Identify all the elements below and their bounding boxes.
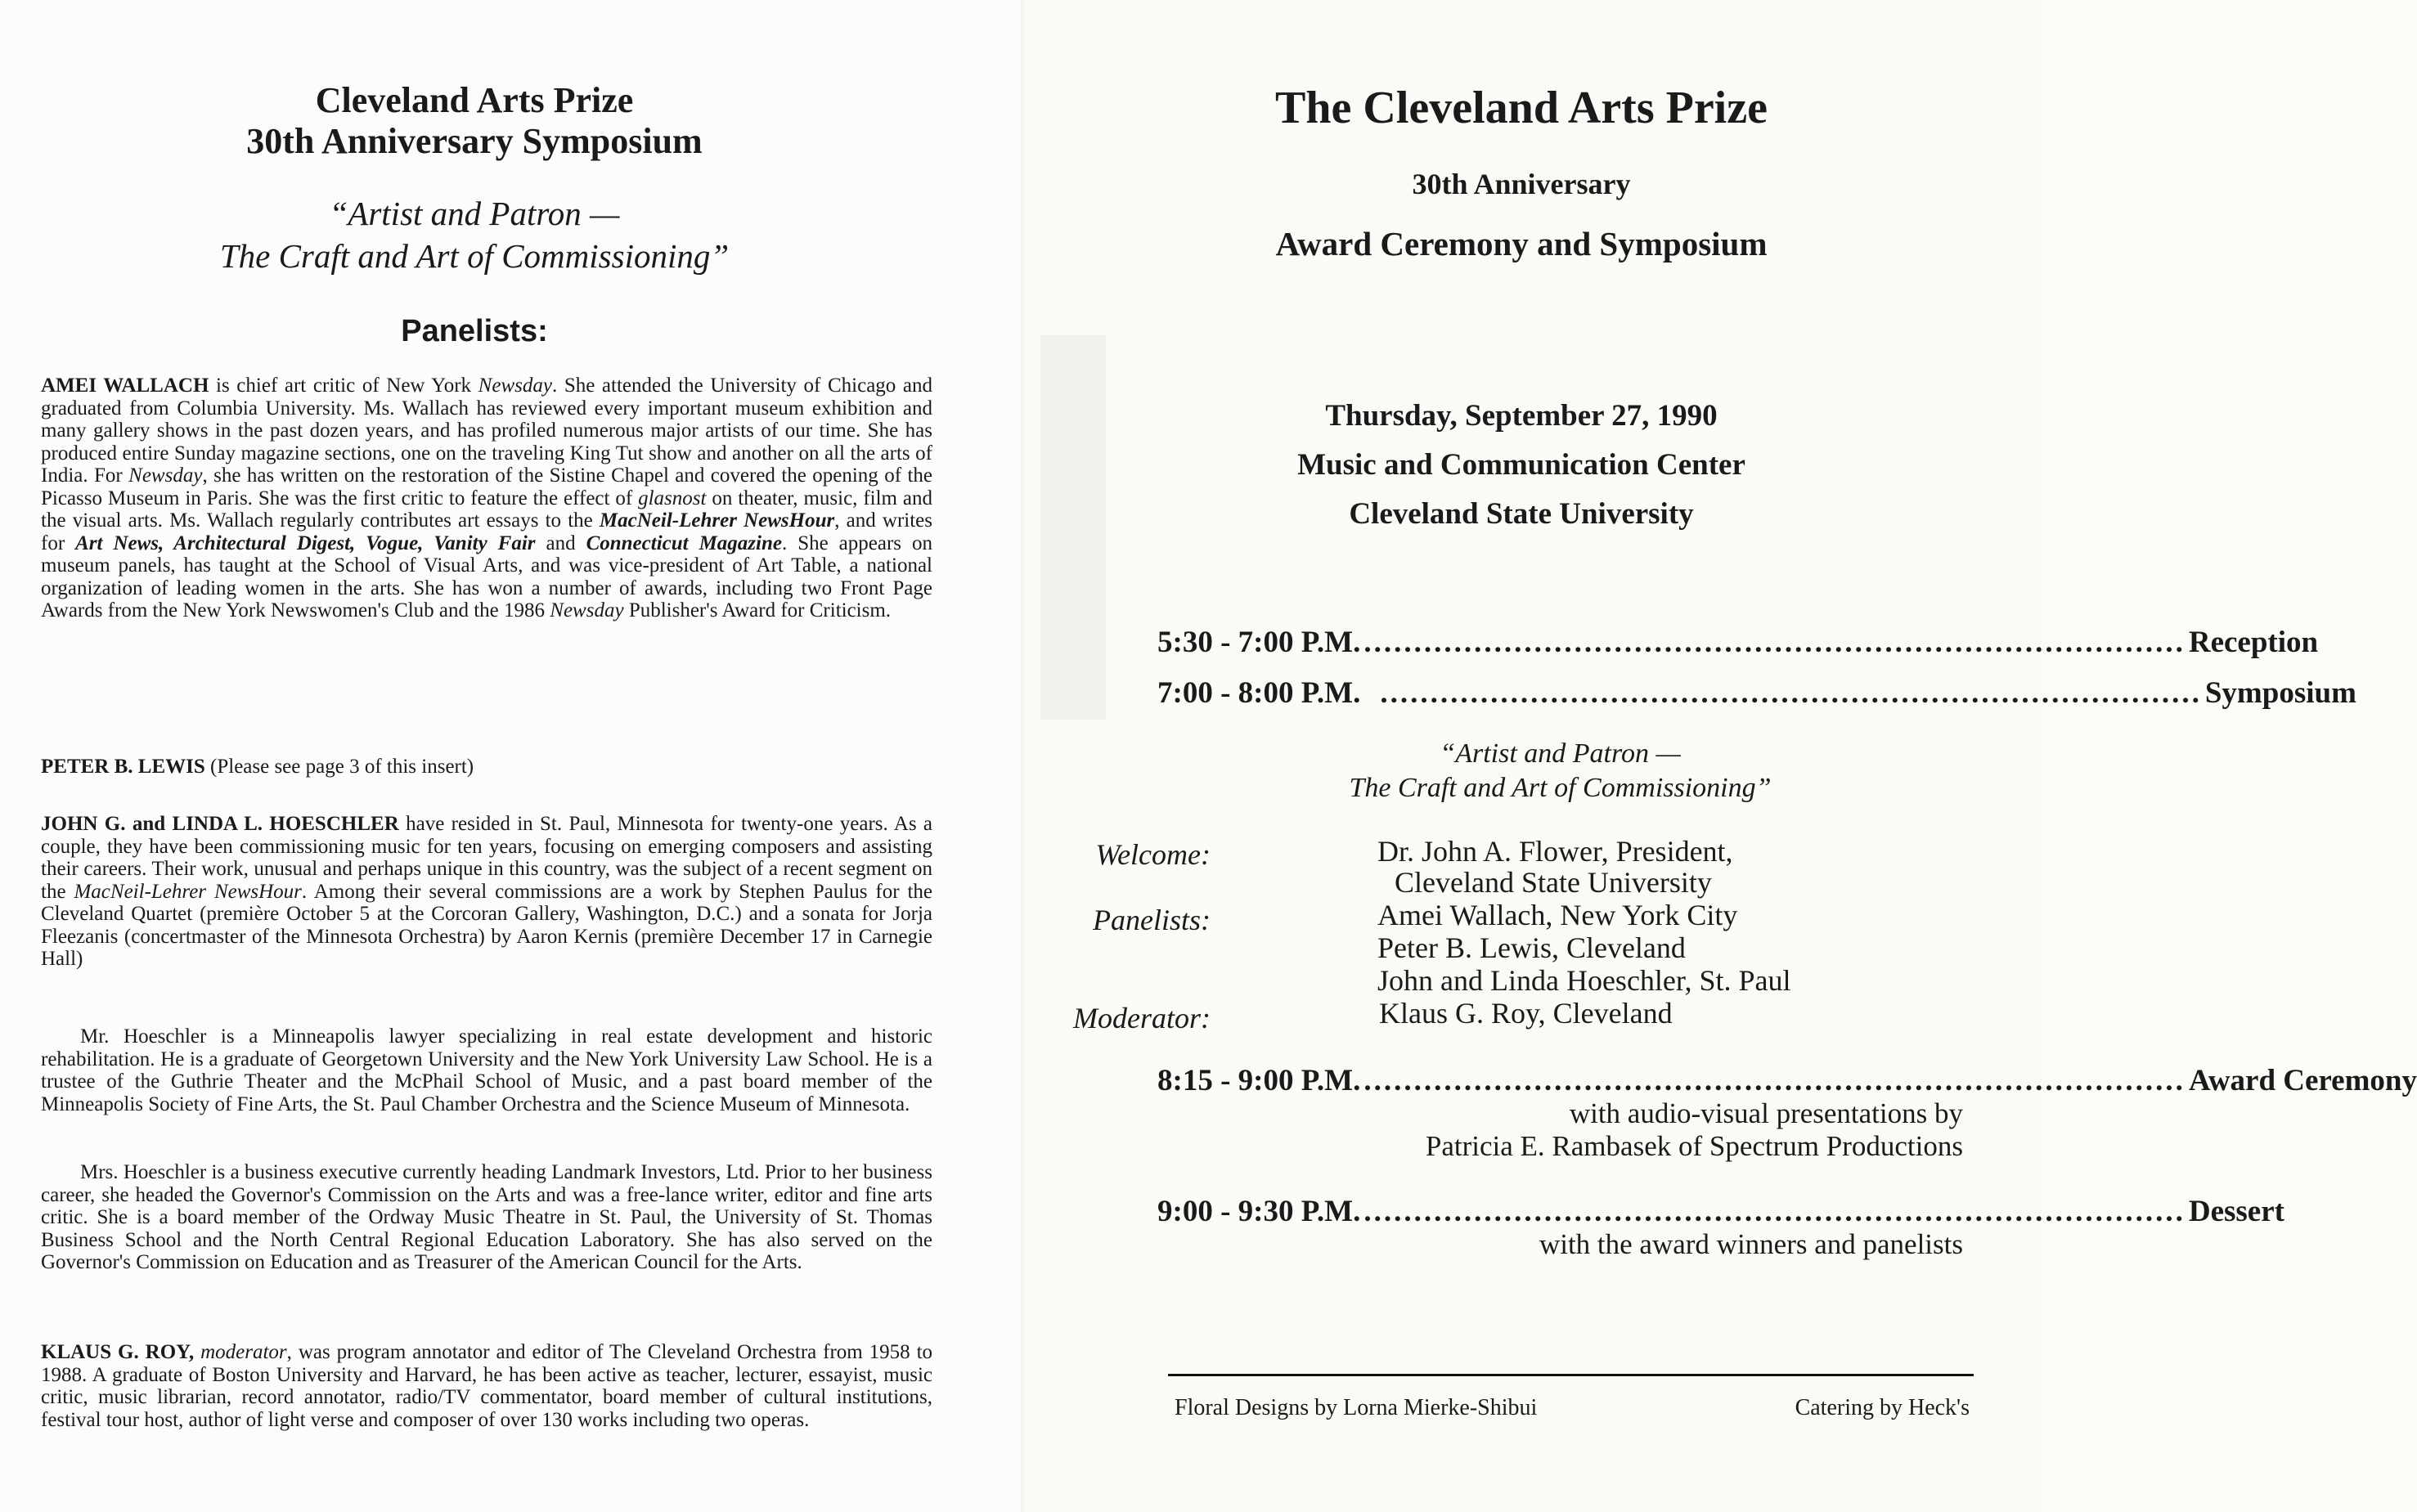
right-theme-line2: The Craft and Art of Commissioning”: [1349, 773, 1772, 803]
schedule-row-dessert: 9:00 - 9:30 P.M. .................................................................................. Dessert: [1157, 1195, 2284, 1228]
bio-lewis: PETER B. LEWIS (Please see page 3 of this insert): [41, 756, 474, 778]
left-title-line2: 30th Anniversary Symposium: [246, 121, 703, 161]
left-title-line1: Cleveland Arts Prize: [315, 80, 634, 120]
panelists-label: Panelists:: [1093, 904, 1211, 936]
welcome-line2: Cleveland State University: [1395, 866, 1712, 899]
bio-roy: KLAUS G. ROY, moderator, was program annotator and editor of The Cleveland Orchestra from 1958 to 1988. A graduate of Boston University and Harvard, he has been active as teacher, lecturer, essayist, music critic, music librarian, record annotator, radio/TV commentator, board member of cultural institutions, festival tour host, author of light verse and composer of over 130 works including two operas.: [41, 1341, 933, 1431]
welcome-label: Welcome:: [1095, 838, 1211, 871]
bio-lewis-name: PETER B. LEWIS: [41, 756, 205, 778]
panelist-2: Peter B. Lewis, Cleveland: [1377, 931, 1686, 964]
event-venue: Music and Communication Center: [1297, 448, 1745, 482]
event-university: Cleveland State University: [1349, 497, 1694, 531]
schedule-row-reception: 5:30 - 7:00 P.M. .................................................................................. Reception: [1157, 626, 2319, 659]
left-theme-line2: The Craft and Art of Commissioning”: [219, 237, 730, 275]
award-note-line2: Patricia E. Rambasek of Spectrum Productions: [1425, 1130, 1963, 1162]
anniversary-label: 30th Anniversary: [1412, 168, 1631, 200]
right-title: The Cleveland Arts Prize: [1275, 83, 1768, 133]
bio-hoeschler-p2: Mr. Hoeschler is a Minneapolis lawyer specializing in real estate development and historic rehabilitation. He is a graduate of Georgetown University and the New York University Law School. He is a trustee of the Guthrie Theater and the McPhail School of Music, and a past board member of the Minneapolis Society of Fine Arts, the St. Paul Chamber Orchestra and the Science Museum of Minnesota.: [41, 1025, 932, 1115]
bio-hoeschler-p3: Mrs. Hoeschler is a business executive currently heading Landmark Investors, Ltd. Prior to her business career, she headed the Governor's Commission on the Arts and was a free-lance writer, editor and fine arts critic. She is a board member of the Ordway Music Theatre in St. Paul, the University of St. Thomas Business School and the North Central Regional Education Laboratory. She has also served on the Governor's Commission on Education and as Treasurer of the American Council for the Arts.: [41, 1161, 932, 1273]
schedule-row-award: 8:15 - 9:00 P.M. .................................................................................. Award Ceremony: [1157, 1064, 2417, 1097]
dessert-note: with the award winners and panelists: [1539, 1228, 1963, 1260]
left-theme-line1: “Artist and Patron —: [329, 195, 620, 232]
panelist-3: John and Linda Hoeschler, St. Paul: [1377, 964, 1791, 997]
welcome-line1: Dr. John A. Flower, President,: [1377, 835, 1733, 868]
ceremony-subtitle: Award Ceremony and Symposium: [1275, 225, 1768, 262]
moderator-label: Moderator:: [1073, 1002, 1211, 1034]
bio-wallach-name: AMEI WALLACH: [41, 375, 209, 397]
panelist-1: Amei Wallach, New York City: [1377, 899, 1738, 931]
bio-roy-name: KLAUS G. ROY,: [41, 1341, 195, 1363]
bio-wallach: AMEI WALLACH is chief art critic of New York Newsday. She attended the University of Chicago and graduated from Columbia University. Ms. Wallach has reviewed every important museum exhibition and many gallery shows in the past dozen years, and has profiled numerous major artists of our time. She has produced entire Sunday magazine sections, one on the traveling King Tut show and another on all the arts of India. For Newsday, she has written on the restoration of the Sistine Chapel and covered the opening of the Picasso Museum in Paris. She was the first critic to feature the effect of glasnost on theater, music, film and the visual arts. Ms. Wallach regularly contributes art essays to the MacNeil-Lehrer NewsHour, and writes for Art News, Architectural Digest, Vogue, Vanity Fair and Connecticut Magazine. She appears on museum panels, has taught at the School of Visual Arts, and was vice-president of Art Table, a national organization of leading women in the arts. She has won a number of awards, including two Front Page Awards from the New York Newswomen's Club and the 1986 Newsday Publisher's Award for Criticism.: [41, 375, 933, 621]
award-note-line1: with audio-visual presentations by: [1569, 1097, 1963, 1129]
footer-catering: Catering by Heck's: [1795, 1395, 1970, 1420]
bio-hoeschler: JOHN G. and LINDA L. HOESCHLER have resided in St. Paul, Minnesota for twenty-one years. As a couple, they have been commissioning music for ten years, focusing on emerging composers and assisting their careers. Their work, unusual and perhaps unique in this country, was the subject of a recent segment on the MacNeil-Lehrer NewsHour. Among their several commissions are a work by Stephen Paulus for the Cleveland Quartet (première October 5 at the Corcoran Gallery, Washington, D.C.) and a sonata for Jorja Fleezanis (concertmaster of the Minnesota Orchestra) by Aaron Kernis (première December 17 in Carnegie Hall): [41, 813, 933, 970]
footer-rule: [1168, 1374, 1974, 1376]
right-theme-line1: “Artist and Patron —: [1440, 738, 1681, 769]
bio-hoeschler-name: JOHN G. and LINDA L. HOESCHLER: [41, 813, 399, 835]
event-date: Thursday, September 27, 1990: [1325, 399, 1718, 433]
footer-floral: Floral Designs by Lorna Mierke-Shibui: [1175, 1395, 1538, 1420]
moderator-name: Klaus G. Roy, Cleveland: [1379, 997, 1673, 1030]
schedule-row-symposium: 7:00 - 8:00 P.M. .................................................................................. Symposium: [1157, 676, 2356, 710]
panelists-heading: Panelists:: [401, 314, 548, 348]
